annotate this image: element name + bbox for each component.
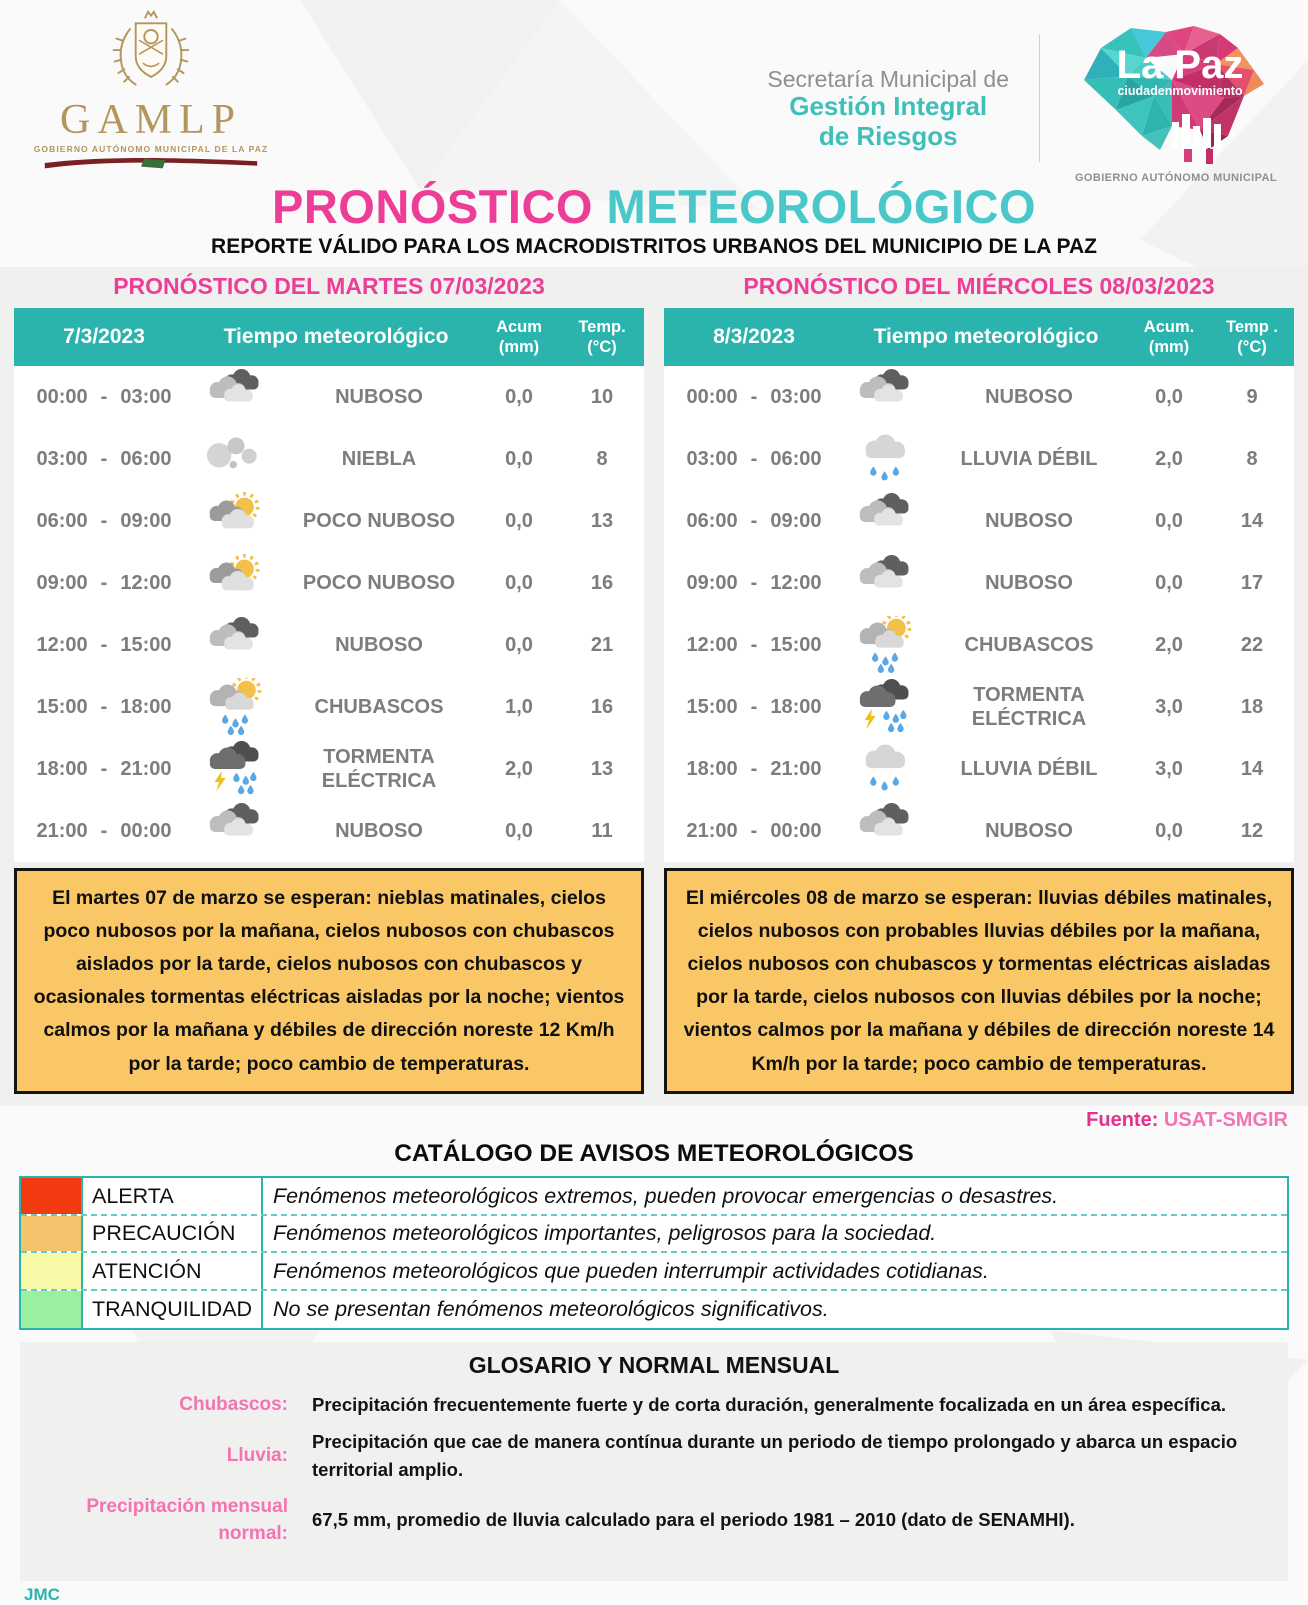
time-separator: - [100, 447, 108, 470]
column-header-temp: Temp. (°C) [578, 317, 626, 357]
table-header [14, 308, 644, 366]
level-description: Fenómenos meteorológicos que pueden interrumpir actividades cotidianas. [273, 1258, 989, 1283]
condition-label: NUBOSO [335, 820, 423, 843]
forecast-row [664, 552, 1294, 614]
acum-value: 0,0 [1155, 819, 1183, 842]
acum-value: 0,0 [505, 633, 533, 656]
catalog-table [19, 1176, 1289, 1330]
glossary-definition: Precipitación que cae de manera contínua durante un periodo de tiempo prolongado y abarca un espacio territorial amplio. [312, 1431, 1238, 1480]
temp-value: 8 [596, 447, 608, 470]
gamlp-subtitle: GOBIERNO AUTÓNOMO MUNICIPAL DE LA PAZ [33, 144, 269, 154]
page-header [0, 0, 1308, 184]
forecast-row [14, 428, 644, 490]
table-body [664, 366, 1294, 862]
time-range: 21:00 - 00:00 [686, 819, 822, 842]
forecast-section [0, 267, 1308, 1106]
condition-label: NUBOSO [335, 386, 423, 409]
page-title-part2: METEOROLÓGICO [606, 180, 1037, 233]
time-range: 06:00 - 09:00 [686, 509, 822, 532]
glossary-term: Precipitación mensual normal: [86, 1495, 288, 1545]
forecast-row [664, 490, 1294, 552]
nuboso-icon [844, 554, 930, 612]
forecast-row [664, 366, 1294, 428]
nuboso-icon [844, 368, 930, 426]
time-separator: - [750, 385, 758, 408]
page-title [0, 178, 1308, 233]
level-description: Fenómenos meteorológicos importantes, peligrosos para la sociedad. [273, 1221, 937, 1246]
glossary-title: GLOSARIO Y NORMAL MENSUAL [468, 1352, 840, 1379]
nuboso-icon [844, 492, 930, 550]
column-header-date: 8/3/2023 [713, 325, 795, 349]
temp-value: 16 [590, 695, 614, 718]
time-range: 18:00 - 21:00 [686, 757, 822, 780]
time-range: 00:00 - 03:00 [36, 385, 172, 408]
temp-value: 22 [1240, 633, 1264, 656]
secretaria-line1: Secretaría Municipal de [767, 66, 1009, 92]
condition-label: CHUBASCOS [964, 634, 1094, 657]
condition-label: NUBOSO [985, 386, 1073, 409]
acum-value: 0,0 [505, 819, 533, 842]
forecast-row [664, 676, 1294, 738]
temp-value: 17 [1240, 571, 1264, 594]
glossary-section [20, 1342, 1288, 1580]
author-initials: JMC [24, 1584, 60, 1604]
acum-value: 3,0 [1155, 757, 1183, 780]
time-separator: - [750, 695, 758, 718]
forecast-row [14, 614, 644, 676]
time-range: 00:00 - 03:00 [686, 385, 822, 408]
nuboso-icon [194, 616, 280, 674]
column-header-weather: Tiempo meteorológico [873, 325, 1099, 349]
level-color-swatch [21, 1291, 83, 1329]
forecast-column-tuesday [14, 269, 644, 1094]
glossary-term: Lluvia: [226, 1445, 288, 1467]
time-separator: - [100, 757, 108, 780]
time-range: 12:00 - 15:00 [36, 633, 172, 656]
temp-value: 12 [1240, 819, 1264, 842]
gamlp-ribbon-icon [33, 154, 269, 172]
catalog-row [21, 1253, 1287, 1291]
temp-value: 10 [590, 385, 614, 408]
glossary-entry [38, 1391, 1270, 1419]
forecast-title-wednesday: PRONÓSTICO DEL MIÉRCOLES 08/03/2023 [743, 273, 1215, 300]
column-header-acum: Acum (mm) [496, 317, 542, 357]
table-body [14, 366, 644, 862]
forecast-row [14, 552, 644, 614]
level-label: TRANQUILIDAD [83, 1291, 263, 1329]
condition-label: NUBOSO [985, 820, 1073, 843]
forecast-row [664, 614, 1294, 676]
catalog-row [21, 1178, 1287, 1216]
gamlp-crest-icon [103, 8, 199, 96]
condition-label: POCO NUBOSO [302, 572, 456, 595]
svg-text:ciudadenmovimiento: ciudadenmovimiento [1117, 84, 1243, 98]
time-range: 12:00 - 15:00 [686, 633, 822, 656]
condition-label: TORMENTA ELÉCTRICA [971, 684, 1087, 731]
time-separator: - [100, 695, 108, 718]
condition-label: POCO NUBOSO [302, 510, 456, 533]
forecast-row [664, 738, 1294, 800]
lluvia-debil-icon [844, 430, 930, 488]
condition-label: NUBOSO [985, 510, 1073, 533]
acum-value: 3,0 [1155, 695, 1183, 718]
acum-value: 2,0 [505, 757, 533, 780]
secretaria-line3: de Riesgos [818, 120, 958, 151]
forecast-row [14, 676, 644, 738]
temp-value: 13 [590, 757, 614, 780]
time-range: 15:00 - 18:00 [686, 695, 822, 718]
chubascos-sol-icon [194, 678, 280, 736]
forecast-table-tuesday [14, 308, 644, 862]
level-color-swatch [21, 1178, 83, 1214]
column-header-weather: Tiempo meteorológico [223, 325, 449, 349]
tormenta-icon [844, 678, 930, 736]
condition-label: NUBOSO [985, 572, 1073, 595]
temp-value: 18 [1240, 695, 1264, 718]
forecast-row [14, 366, 644, 428]
acum-value: 0,0 [1155, 509, 1183, 532]
temp-value: 8 [1246, 447, 1258, 470]
time-separator: - [750, 819, 758, 842]
table-header [664, 308, 1294, 366]
tormenta-icon [194, 740, 280, 798]
catalog-row [21, 1216, 1287, 1254]
time-separator: - [100, 633, 108, 656]
temp-value: 13 [590, 509, 614, 532]
time-separator: - [750, 447, 758, 470]
forecast-row [14, 800, 644, 862]
level-description: Fenómenos meteorológicos extremos, pueden provocar emergencias o desastres. [273, 1183, 1059, 1208]
time-range: 09:00 - 12:00 [686, 571, 822, 594]
temp-value: 14 [1240, 757, 1264, 780]
column-header-temp: Temp . (°C) [1226, 317, 1278, 357]
temp-value: 21 [590, 633, 614, 656]
acum-value: 1,0 [505, 695, 533, 718]
level-label: ALERTA [83, 1178, 263, 1214]
level-description: No se presentan fenómenos meteorológicos significativos. [273, 1297, 829, 1322]
acum-value: 0,0 [505, 571, 533, 594]
acum-value: 2,0 [1155, 447, 1183, 470]
temp-value: 14 [1240, 509, 1264, 532]
condition-label: NUBOSO [335, 634, 423, 657]
glossary-term: Chubascos: [179, 1394, 288, 1416]
time-range: 03:00 - 06:00 [686, 447, 822, 470]
poco-nuboso-icon [194, 554, 280, 612]
time-separator: - [100, 819, 108, 842]
column-header-date: 7/3/2023 [63, 325, 145, 349]
acum-value: 0,0 [505, 447, 533, 470]
forecast-row [14, 490, 644, 552]
forecast-column-wednesday [664, 269, 1294, 1094]
gamlp-logo [26, 8, 276, 177]
acum-value: 0,0 [1155, 571, 1183, 594]
source-line [0, 1106, 1308, 1134]
level-label: PRECAUCIÓN [83, 1216, 263, 1252]
time-range: 09:00 - 12:00 [36, 571, 172, 594]
gamlp-acronym: GAMLP [59, 97, 243, 143]
column-header-acum: Acum. (mm) [1143, 317, 1195, 357]
catalog-title: CATÁLOGO DE AVISOS METEOROLÓGICOS [394, 1140, 914, 1168]
time-range: 15:00 - 18:00 [36, 695, 172, 718]
time-separator: - [100, 385, 108, 408]
catalog-row [21, 1291, 1287, 1329]
poco-nuboso-icon [194, 492, 280, 550]
lluvia-debil-icon [844, 740, 930, 798]
glossary-definition: 67,5 mm, promedio de lluvia calculado para el periodo 1981 – 2010 (dato de SENAMHI). [312, 1509, 1075, 1531]
glossary-definition: Precipitación frecuentemente fuerte y de corta duración, generalmente focalizada en un área específica. [312, 1394, 1227, 1416]
time-separator: - [750, 633, 758, 656]
glossary-entries [38, 1391, 1270, 1547]
level-color-swatch [21, 1216, 83, 1252]
time-separator: - [750, 757, 758, 780]
level-color-swatch [21, 1253, 83, 1289]
nuboso-icon [194, 802, 280, 860]
secretaria-block [767, 66, 1009, 151]
acum-value: 0,0 [505, 385, 533, 408]
forecast-row [664, 800, 1294, 862]
report-subtitle: REPORTE VÁLIDO PARA LOS MACRODISTRITOS URBANOS DEL MUNICIPIO DE LA PAZ [211, 235, 1097, 259]
lapaz-mosaic-icon [1074, 18, 1278, 166]
secretaria-line2: Gestión Integral [789, 91, 988, 122]
acum-value: 0,0 [505, 509, 533, 532]
temp-value: 16 [590, 571, 614, 594]
forecast-title-tuesday: PRONÓSTICO DEL MARTES 07/03/2023 [113, 273, 545, 300]
temp-value: 9 [1246, 385, 1258, 408]
niebla-icon [194, 430, 280, 488]
glossary-entry [38, 1493, 1270, 1548]
glossary-entry [38, 1428, 1270, 1484]
forecast-table-wednesday [664, 308, 1294, 862]
nuboso-icon [194, 368, 280, 426]
condition-label: LLUVIA DÉBIL [960, 758, 1098, 781]
time-range: 03:00 - 06:00 [36, 447, 172, 470]
time-range: 18:00 - 21:00 [36, 757, 172, 780]
temp-value: 11 [591, 819, 613, 842]
time-separator: - [100, 571, 108, 594]
forecast-row [14, 738, 644, 800]
summary-box-wednesday: El miércoles 08 de marzo se esperan: lluvias débiles matinales, cielos nubosos con probables lluvias débiles por la mañana, cielos nubosos con chubascos y tormentas eléctricas aisladas por la tarde, cielos nubosos con lluvias débiles por la noche; vientos calmos por la mañana y débiles de dirección noreste 14 Km/h por la tarde; poco cambio de temperaturas. [664, 868, 1294, 1094]
lapaz-caption: GOBIERNO AUTÓNOMO MUNICIPAL [1074, 172, 1278, 184]
forecast-row [664, 428, 1294, 490]
nuboso-icon [844, 802, 930, 860]
time-range: 21:00 - 00:00 [36, 819, 172, 842]
condition-label: CHUBASCOS [314, 696, 444, 719]
source-value: USAT-SMGIR [1163, 1109, 1288, 1132]
time-separator: - [750, 509, 758, 532]
source-label: Fuente: [1086, 1109, 1159, 1132]
acum-value: 2,0 [1155, 633, 1183, 656]
time-range: 06:00 - 09:00 [36, 509, 172, 532]
svg-text:La Paz: La Paz [1116, 43, 1244, 87]
lapaz-logo [1070, 18, 1282, 184]
level-label: ATENCIÓN [83, 1253, 263, 1289]
time-separator: - [100, 509, 108, 532]
page-title-part1: PRONÓSTICO [271, 180, 593, 233]
summary-box-tuesday: El martes 07 de marzo se esperan: nieblas matinales, cielos poco nubosos por la mañana, cielos nubosos con chubascos aislados por la tarde, cielos nubosos con chubascos y ocasionales tormentas eléctricas aisladas por la noche; vientos calmos por la mañana y débiles de dirección noreste 12 Km/h por la tarde; poco cambio de temperaturas. [14, 868, 644, 1094]
chubascos-sol-icon [844, 616, 930, 674]
acum-value: 0,0 [1155, 385, 1183, 408]
condition-label: TORMENTA ELÉCTRICA [321, 746, 437, 793]
header-divider [1039, 34, 1040, 162]
time-separator: - [750, 571, 758, 594]
condition-label: LLUVIA DÉBIL [960, 448, 1098, 471]
condition-label: NIEBLA [341, 448, 417, 471]
